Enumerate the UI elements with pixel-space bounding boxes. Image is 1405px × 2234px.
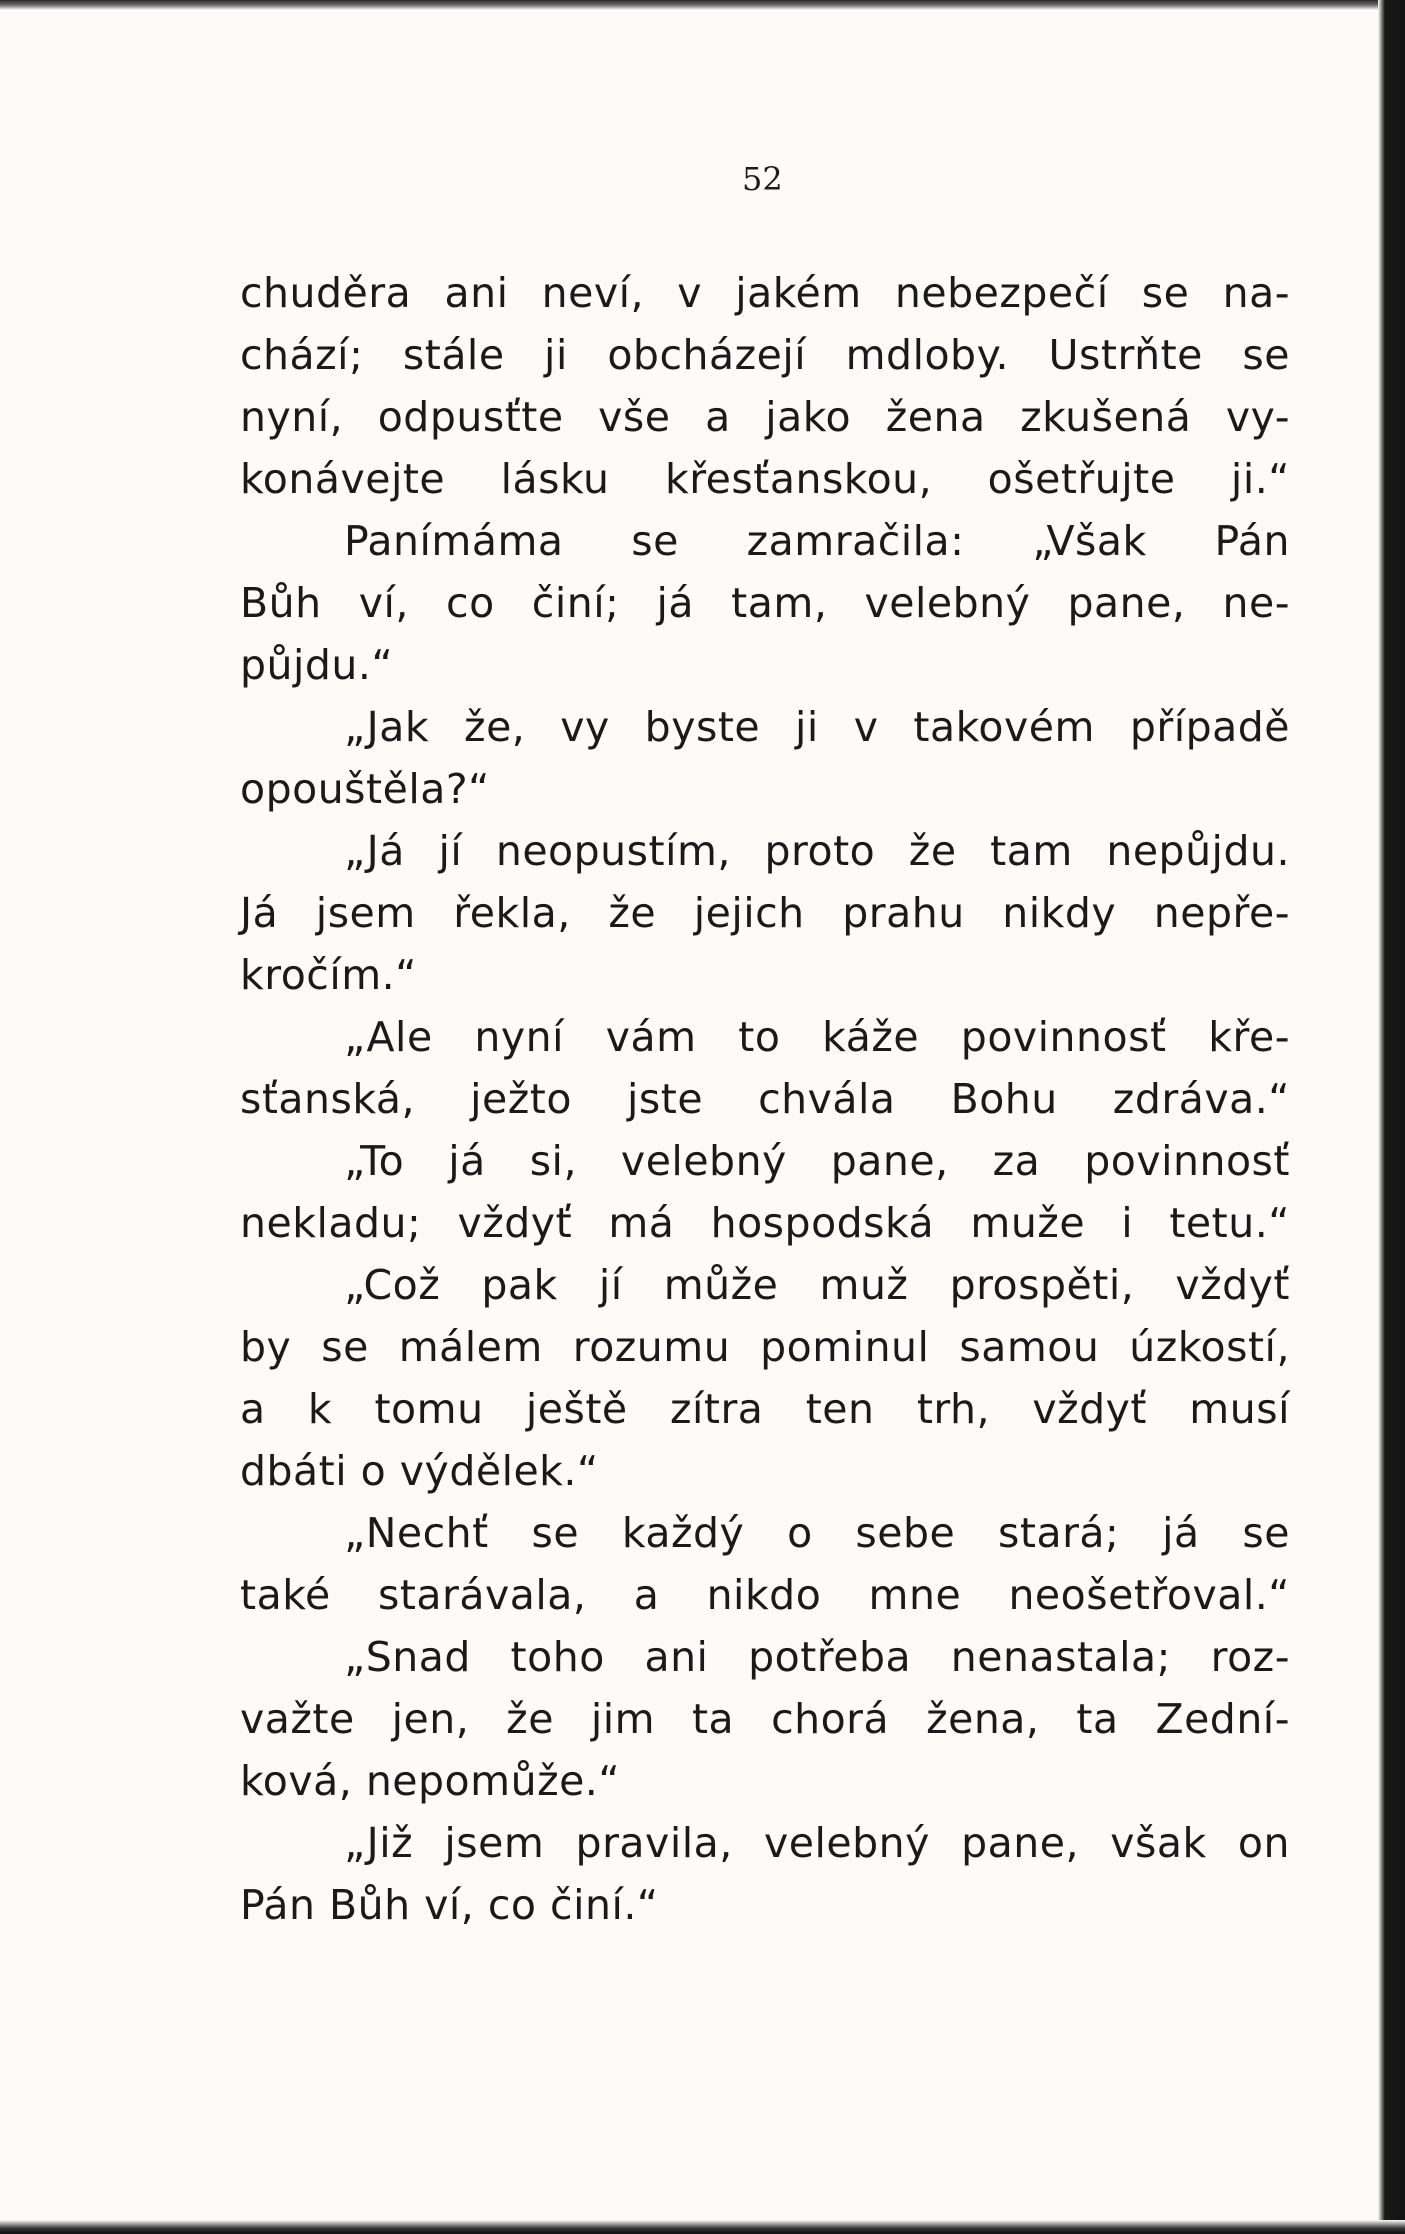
text-line: Pán Bůh ví, co činí.“: [240, 1881, 659, 1929]
text-line: važte jen, že jim ta chorá žena, ta Zední-: [240, 1695, 1290, 1743]
text-line: „Nechť se každý o sebe stará; já se: [344, 1509, 1290, 1557]
text-line: dbáti o výdělek.“: [240, 1447, 599, 1495]
text-line: „Jak že, vy byste ji v takovém případě: [344, 703, 1290, 751]
text-line: by se málem rozumu pominul samou úzkostí,: [240, 1323, 1290, 1371]
text-line: opouštěla?“: [240, 765, 490, 813]
text-line: „Již jsem pravila, velebný pane, však on: [344, 1819, 1290, 1867]
text-line: chuděra ani neví, v jakém nebezpečí se na-: [240, 269, 1290, 317]
scan-edge-top: [0, 0, 1405, 10]
text-line: kročím.“: [240, 951, 417, 999]
text-line: „Já jí neopustím, proto že tam nepůjdu.: [344, 827, 1290, 875]
text-line: Panímáma se zamračila: „Však Pán: [344, 517, 1290, 565]
text-line: sťanská, ježto jste chvála Bohu zdráva.“: [240, 1075, 1290, 1123]
text-line: nyní, odpusťte vše a jako žena zkušená vy-: [240, 393, 1290, 441]
text-line: „To já si, velebný pane, za povinnosť: [344, 1137, 1290, 1185]
text-line: chází; stále ji obcházejí mdloby. Ustrňte se: [240, 331, 1290, 379]
text-line: a k tomu ještě zítra ten trh, vždyť musí: [240, 1385, 1290, 1433]
text-line: také starávala, a nikdo mne neošetřoval.“: [240, 1571, 1290, 1619]
scan-edge-bottom: [0, 2220, 1405, 2234]
text-line: „Ale nyní vám to káže povinnosť kře-: [344, 1013, 1290, 1061]
page-number: 52: [742, 160, 783, 198]
text-line: nekladu; vždyť má hospodská muže i tetu.“: [240, 1199, 1290, 1247]
scan-edge-right: [1378, 0, 1405, 2234]
text-line: ková, nepomůže.“: [240, 1757, 621, 1805]
text-line: Bůh ví, co činí; já tam, velebný pane, ne-: [240, 579, 1290, 627]
text-line: „Snad toho ani potřeba nenastala; roz-: [344, 1633, 1290, 1681]
text-line: „Což pak jí může muž prospěti, vždyť: [344, 1261, 1290, 1309]
text-line: půjdu.“: [240, 641, 394, 689]
text-line: Já jsem řekla, že jejich prahu nikdy nepře-: [240, 889, 1290, 937]
text-line: konávejte lásku křesťanskou, ošetřujte ji.“: [240, 455, 1290, 503]
body-text: [240, 262, 1290, 1936]
